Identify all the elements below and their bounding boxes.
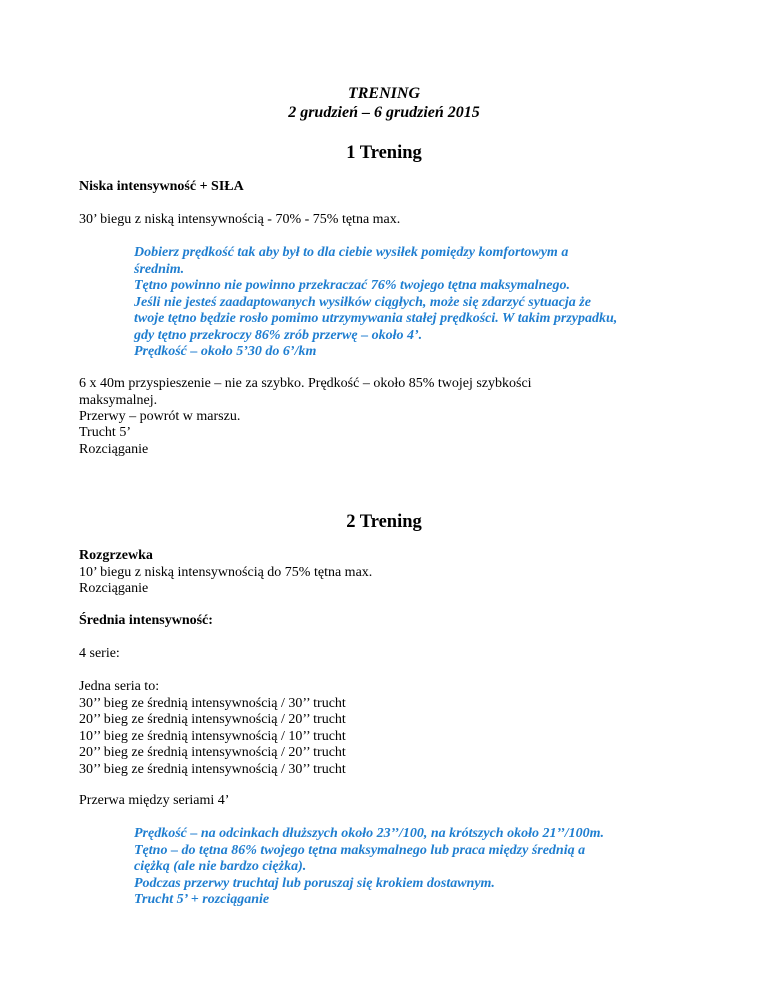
series-break: Przerwa między seriami 4’ [79,793,230,808]
note-line: Jeśli nie jesteś zaadaptowanych wysiłków ciągłych, może się zdarzyć sytuacja że [134,294,591,310]
training-2-warmup [79,548,699,598]
training-2-heading: 2 Trening [346,512,422,532]
series-item: 30’’ bieg ze średnią intensywnością / 30’’ trucht [79,695,346,711]
document-dates: 2 grudzień – 6 grudzień 2015 [288,104,480,121]
note-line: Prędkość – około 5’30 do 6’/km [134,344,317,359]
note-line: Trucht 5’ + rozciąganie [134,892,270,907]
training-1-sprints [79,376,699,426]
series-count: 4 serie: [79,646,120,661]
series-item: 10’’ bieg ze średnią intensywnością / 10’’ trucht [79,728,346,744]
note-line: Podczas przerwy truchtaj lub poruszaj się krokiem dostawnym. [134,875,495,891]
series-list [79,679,699,778]
text-line: Trucht 5’ [79,425,131,440]
series-item: 30’’ bieg ze średnią intensywnością / 30’’ trucht [79,761,346,777]
document-title: TRENING [347,85,420,102]
series-item: 20’’ bieg ze średnią intensywnością / 20’’ trucht [79,745,346,760]
note-line: Prędkość – na odcinkach dłuższych około 23’’/100, na krótszych około 21’’/100m. [134,826,605,841]
warmup-title: Rozgrzewka [79,548,153,563]
training-1-notes [134,245,734,361]
text-line: Rozciąganie [79,441,149,457]
text-line: Rozciąganie [79,581,149,596]
training-1-subheading: Niska intensywność + SIŁA [79,179,244,194]
note-line: Dobierz prędkość tak aby był to dla ciebie wysiłek pomiędzy komfortowym a [134,245,569,260]
series-intro: Jedna seria to: [79,679,160,694]
note-line: Tętno – do tętna 86% twojego tętna maksymalnego lub praca między średnią a [134,842,586,858]
mid-intensity-title: Średnia intensywność: [79,613,213,628]
text-line: 10’ biegu z niską intensywnością do 75% tętna max. [79,564,373,580]
text-line: maksymalnej. [79,392,158,408]
text-line: Przerwy – powrót w marszu. [79,409,241,424]
text-line: 6 x 40m przyspieszenie – nie za szybko. Prędkość – około 85% twojej szybkości [79,376,532,391]
note-line: Tętno powinno nie powinno przekraczać 76% twojego tętna maksymalnego. [134,278,570,293]
training-1-heading: 1 Trening [346,143,422,163]
note-line: gdy tętno przekroczy 86% zrób przerwę – około 4’. [134,327,423,343]
training-2-notes [134,826,734,909]
note-line: ciężką (ale nie bardzo ciężka). [134,859,307,874]
series-item: 20’’ bieg ze średnią intensywnością / 20’’ trucht [79,712,346,727]
note-line: średnim. [134,261,185,277]
note-line: twoje tętno będzie rosło pomimo utrzymywania stałej prędkości. W takim przypadku, [134,311,618,326]
training-1-intro: 30’ biegu z niską intensywnością - 70% - 75% tętna max. [79,212,401,227]
training-1-cooldown [79,425,699,458]
